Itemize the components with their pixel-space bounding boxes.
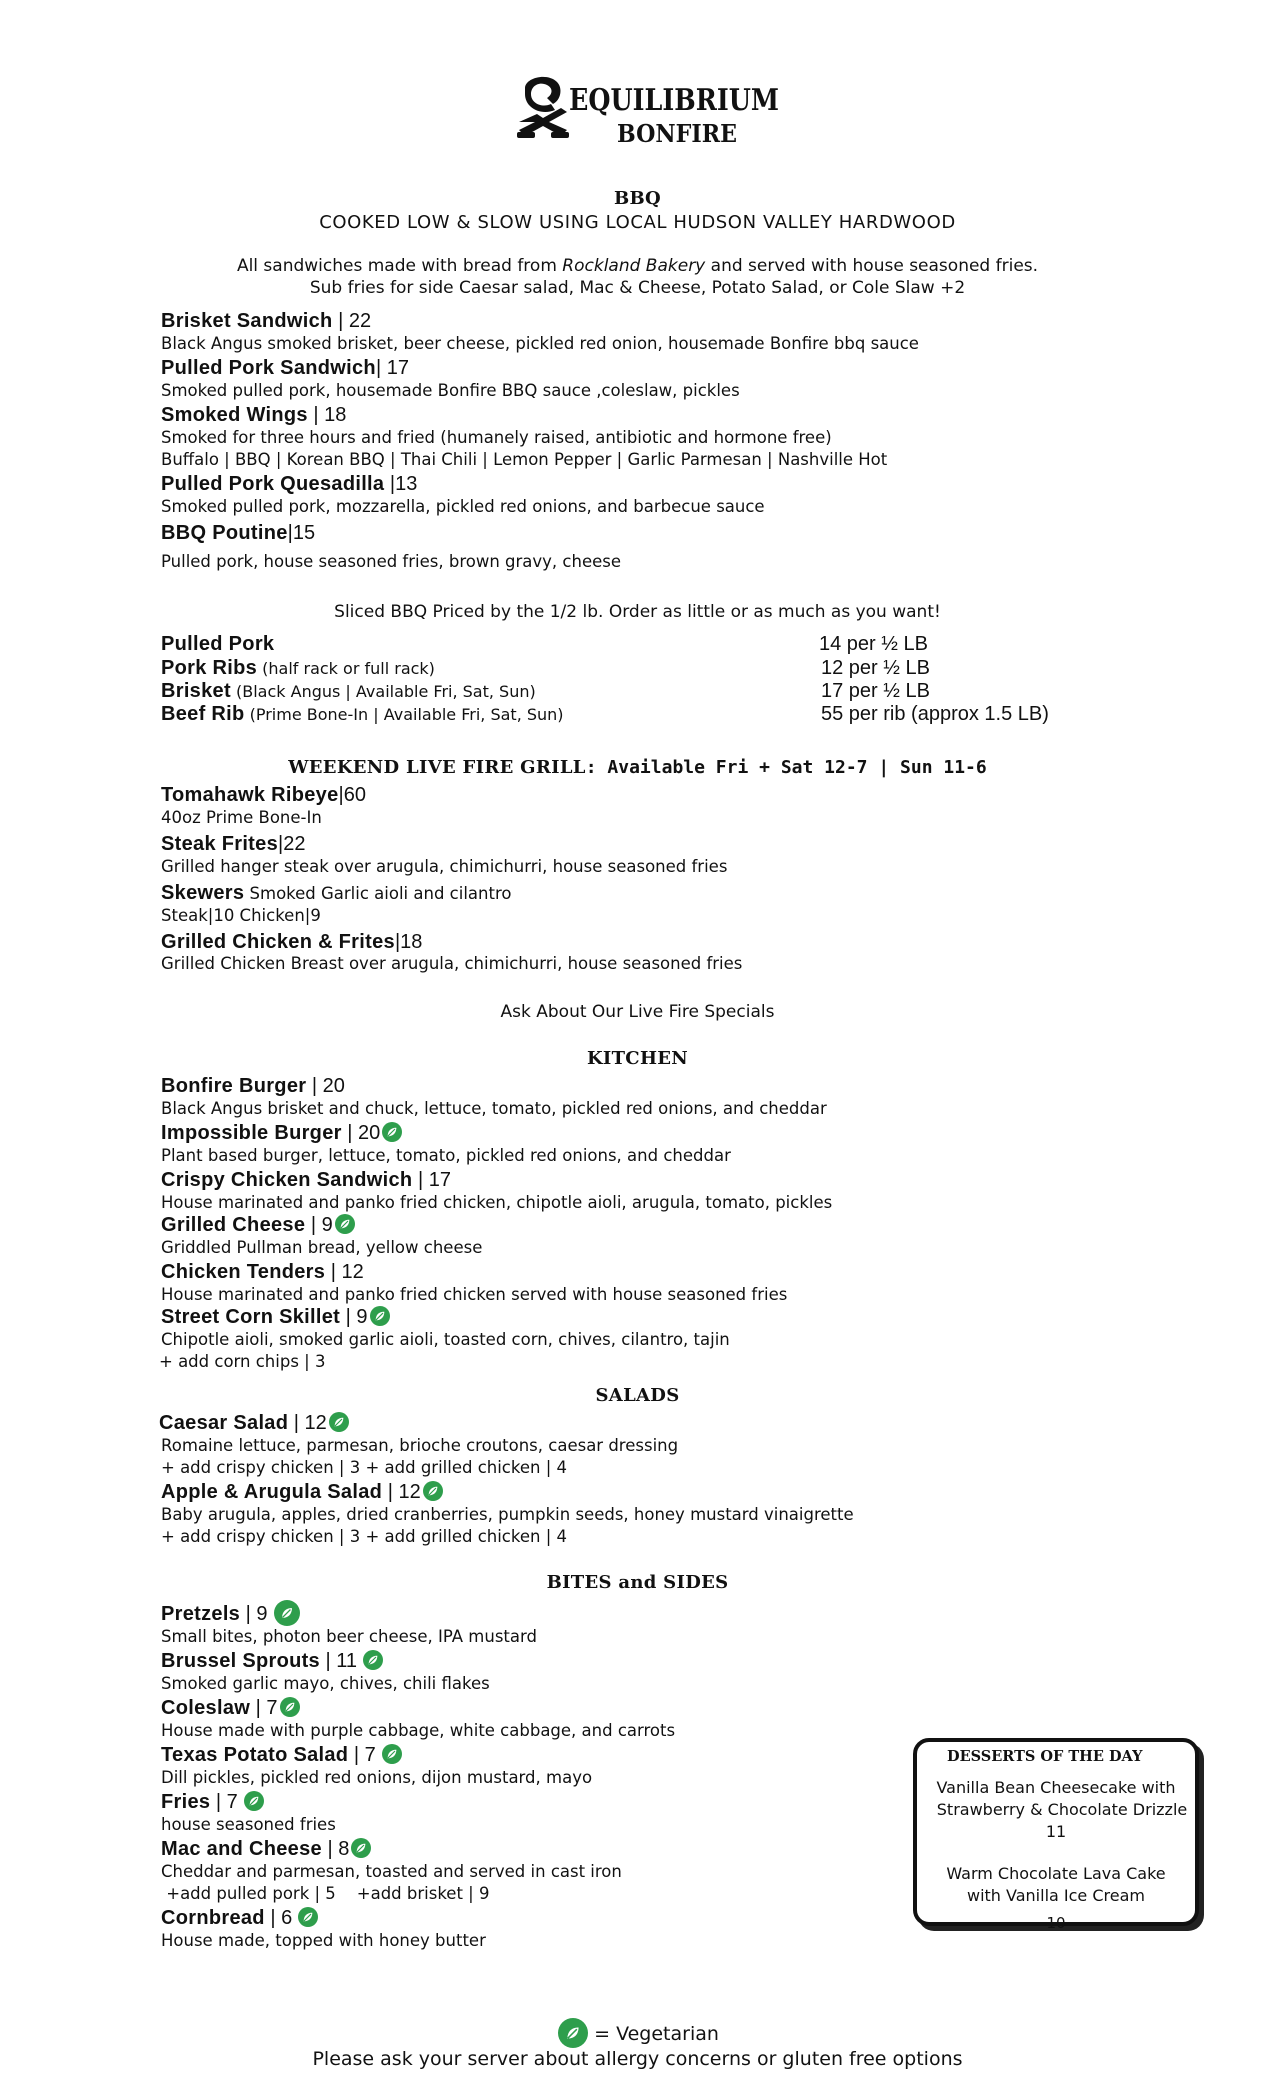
item-name: Street Corn Skillet: [161, 1306, 341, 1328]
item-name: Chicken Tenders: [161, 1261, 326, 1283]
sandwich-note-pre: All sandwiches made with bread from: [236, 256, 563, 276]
item-name: Bonfire Burger: [161, 1075, 307, 1097]
item-description: Black Angus brisket and chuck, lettuce, tomato, pickled red onions, and cheddar: [161, 1099, 827, 1118]
item-name: Pulled Pork Quesadilla: [161, 473, 385, 495]
sandwich-note-post: and served with house seasoned fries.: [705, 256, 1039, 276]
item-price: | 11: [319, 1650, 358, 1672]
kitchen-items: [161, 1075, 921, 1373]
logo-line2: BONFIRE: [617, 119, 737, 148]
item-price: | 8: [321, 1838, 350, 1860]
live-fire-specials: Ask About Our Live Fire Specials: [500, 1002, 775, 1022]
item-description: Griddled Pullman bread, yellow cheese: [161, 1238, 483, 1257]
item-price: | 20: [341, 1122, 381, 1144]
dessert-1-line-1: Vanilla Bean Cheesecake with: [936, 1778, 1176, 1797]
menu-item: [161, 1650, 921, 1695]
vegetarian-leaf-icon: [298, 1907, 318, 1927]
item-name: Impossible Burger: [161, 1122, 342, 1144]
sub-fries-note: Sub fries for side Caesar salad, Mac & Cheese, Potato Salad, or Cole Slaw +2: [309, 278, 966, 298]
sliced-bbq-note: Sliced BBQ Priced by the 1/2 lb. Order as little or as much as you want!: [334, 602, 941, 622]
item-description: Plant based burger, lettuce, tomato, pickled red onions, and cheddar: [161, 1146, 731, 1165]
menu-item: [161, 522, 921, 573]
item-description: Small bites, photon beer cheese, IPA mustard: [161, 1627, 537, 1646]
item-price: | 9: [340, 1306, 368, 1328]
vegetarian-leaf-icon: [370, 1306, 390, 1326]
sliced-price: 14 per ½ LB: [819, 633, 928, 655]
sliced-row: [161, 703, 1101, 727]
sliced-row: [161, 680, 1101, 704]
item-description: House marinated and panko fried chicken, chipotle aioli, arugula, tomato, pickles: [161, 1193, 833, 1212]
vegetarian-leaf-icon: [351, 1838, 371, 1858]
menu-item: [161, 1838, 921, 1905]
item-name: Steak Frites: [161, 833, 278, 855]
item-name: Tomahawk Ribeye: [161, 784, 339, 806]
item-description: Steak|10 Chicken|9: [161, 906, 321, 925]
vegetarian-leaf-icon: [423, 1481, 443, 1501]
sliced-detail: (Black Angus | Available Fri, Sat, Sun): [230, 682, 536, 701]
sliced-price: 55 per rib (approx 1.5 LB): [821, 703, 1049, 725]
sliced-name: Brisket: [161, 680, 231, 702]
item-name: Mac and Cheese: [161, 1838, 322, 1860]
item-name: Crispy Chicken Sandwich: [161, 1169, 413, 1191]
vegetarian-leaf-icon: [329, 1412, 349, 1432]
menu-item: [161, 1697, 921, 1742]
item-description: Smoked garlic mayo, chives, chili flakes: [161, 1674, 490, 1693]
vegetarian-leaf-icon: [382, 1744, 402, 1764]
vegetarian-leaf-icon: [274, 1600, 300, 1626]
veg-legend-text: = Vegetarian: [594, 2023, 719, 2045]
item-name: Smoked Wings: [161, 404, 308, 426]
dessert-1-price: 11: [1045, 1822, 1067, 1841]
sliced-row: [161, 657, 1101, 681]
menu-item: [161, 404, 921, 471]
item-name: BBQ Poutine: [161, 522, 288, 544]
dessert-2-line-2: with Vanilla Ice Cream: [967, 1886, 1145, 1905]
logo-line1: EQUILIBRIUM: [569, 83, 779, 118]
menu-item: [161, 1481, 919, 1548]
bites-section-title: BITES and SIDES: [546, 1572, 729, 1593]
item-description: Smoked for three hours and fried (humanely raised, antibiotic and hormone free): [161, 428, 832, 447]
kitchen-section-title: KITCHEN: [586, 1048, 689, 1069]
salad-items: [159, 1412, 919, 1548]
item-description: Smoked pulled pork, housemade Bonfire BBQ sauce ,coleslaw, pickles: [161, 381, 740, 400]
item-name: Brussel Sprouts: [161, 1650, 320, 1672]
desserts-box: [913, 1738, 1199, 1932]
item-name: Skewers: [161, 882, 245, 904]
item-description: Pulled pork, house seasoned fries, brown gravy, cheese: [161, 552, 622, 571]
item-description: 40oz Prime Bone-In: [161, 808, 322, 827]
sandwich-note: [0, 256, 1275, 276]
item-price: |18: [394, 931, 423, 953]
item-price: | 7: [250, 1697, 278, 1719]
menu-item: [161, 1214, 921, 1259]
item-price: |13: [384, 473, 418, 495]
item-price: | 6: [264, 1907, 293, 1929]
item-description: house seasoned fries: [161, 1815, 336, 1834]
item-inline-description: Smoked Garlic aioli and cilantro: [244, 884, 512, 903]
sliced-price: 17 per ½ LB: [821, 680, 930, 702]
menu-item: [161, 357, 921, 402]
sliced-detail: (half rack or full rack): [257, 659, 435, 678]
vegetarian-leaf-icon: [280, 1697, 300, 1717]
menu-item: [161, 833, 921, 878]
item-name: Fries: [161, 1791, 211, 1813]
item-price: |22: [278, 833, 306, 855]
sliced-detail: (Prime Bone-In | Available Fri, Sat, Sun): [244, 705, 564, 724]
menu-item: [159, 1412, 919, 1479]
item-description: Smoked pulled pork, mozzarella, pickled red onions, and barbecue sauce: [161, 497, 765, 516]
item-description: Grilled hanger steak over arugula, chimichurri, house seasoned fries: [161, 857, 728, 876]
item-description: House made with purple cabbage, white cabbage, and carrots: [161, 1721, 676, 1740]
equilibrium-bonfire-logo: [517, 74, 782, 160]
grill-header: [0, 757, 1275, 778]
dessert-1-line-2: Strawberry & Chocolate Drizzle: [936, 1800, 1188, 1819]
item-name: Texas Potato Salad: [161, 1744, 349, 1766]
sliced-name: Pulled Pork: [161, 633, 275, 655]
item-price: | 9: [240, 1603, 268, 1625]
vegetarian-leaf-icon: [558, 2018, 588, 2048]
sliced-row: [161, 633, 1101, 657]
menu-item: [161, 1075, 921, 1120]
menu-item: [161, 310, 921, 355]
menu-item: [161, 1169, 921, 1214]
item-addon: + add corn chips | 3: [159, 1352, 326, 1371]
vegetarian-leaf-icon: [382, 1122, 402, 1142]
dessert-2-price: 10: [1046, 1914, 1066, 1932]
item-price: | 7: [210, 1791, 238, 1813]
item-addon: +add pulled pork | 5 +add brisket | 9: [161, 1884, 490, 1903]
item-name: Cornbread: [161, 1907, 265, 1929]
item-name: Pretzels: [161, 1603, 241, 1625]
menu-item: [161, 1122, 921, 1167]
sliced-name: Beef Rib: [161, 703, 245, 725]
item-price: | 7: [348, 1744, 376, 1766]
bbq-subtitle: COOKED LOW & SLOW USING LOCAL HUDSON VALLEY HARDWOOD: [319, 212, 956, 233]
sliced-name: Pork Ribs: [161, 657, 258, 679]
dessert-2-line-1: Warm Chocolate Lava Cake: [946, 1864, 1166, 1883]
item-description: House marinated and panko fried chicken served with house seasoned fries: [161, 1285, 788, 1304]
item-addon: + add crispy chicken | 3 + add grilled chicken | 4: [161, 1458, 568, 1477]
item-description: Black Angus smoked brisket, beer cheese, pickled red onion, housemade Bonfire bbq sauce: [161, 334, 919, 353]
item-name: Pulled Pork Sandwich: [161, 357, 376, 379]
grill-hours: : Available Fri + Sat 12-7 | Sun 11-6: [585, 757, 987, 778]
item-price: | 12: [382, 1481, 421, 1503]
menu-item: [161, 882, 921, 927]
menu-item: [161, 1791, 921, 1836]
menu-item: [161, 1261, 921, 1306]
item-price: | 12: [288, 1412, 327, 1434]
item-price: | 20: [306, 1075, 345, 1097]
vegetarian-leaf-icon: [244, 1791, 264, 1811]
item-description: House made, topped with honey butter: [161, 1931, 486, 1950]
item-name: Coleslaw: [161, 1697, 251, 1719]
menu-item: [161, 931, 921, 973]
menu-item: [161, 1907, 921, 1952]
bbq-items: [161, 310, 921, 573]
item-price: | 12: [325, 1261, 364, 1283]
salads-section-title: SALADS: [595, 1385, 680, 1406]
menu-item: [161, 1306, 921, 1373]
bakery-name: Rockland Bakery: [562, 256, 706, 276]
item-description: Dill pickles, pickled red onions, dijon mustard, mayo: [161, 1768, 593, 1787]
veg-legend: [0, 2018, 1275, 2048]
item-description: Cheddar and parmesan, toasted and served in cast iron: [161, 1862, 622, 1881]
item-description: Grilled Chicken Breast over arugula, chimichurri, house seasoned fries: [161, 954, 743, 973]
item-price: | 18: [307, 404, 347, 426]
grill-items: [161, 784, 921, 973]
item-description: Baby arugula, apples, dried cranberries, pumpkin seeds, honey mustard vinaigrette: [161, 1505, 854, 1524]
vegetarian-leaf-icon: [363, 1650, 383, 1670]
vegetarian-leaf-icon: [335, 1214, 355, 1234]
grill-section-title: WEEKEND LIVE FIRE GRILL: [288, 757, 586, 778]
item-price: |15: [287, 522, 316, 544]
item-name: Brisket Sandwich: [161, 310, 333, 332]
item-name: Grilled Cheese: [161, 1214, 306, 1236]
item-price: | 17: [412, 1169, 451, 1191]
menu-item: [161, 1744, 921, 1789]
item-description: Chipotle aioli, smoked garlic aioli, toasted corn, chives, cilantro, tajin: [161, 1330, 730, 1349]
item-addon: + add crispy chicken | 3 + add grilled chicken | 4: [161, 1527, 568, 1546]
item-description: Romaine lettuce, parmesan, brioche croutons, caesar dressing: [161, 1436, 679, 1455]
sliced-price: 12 per ½ LB: [821, 657, 930, 679]
menu-item: [161, 473, 921, 518]
allergy-note: Please ask your server about allergy concerns or gluten free options: [312, 2048, 963, 2070]
item-name: Caesar Salad: [159, 1412, 289, 1434]
menu-item: [161, 784, 921, 829]
bites-items: [161, 1600, 921, 1952]
item-price: | 9: [305, 1214, 333, 1236]
bbq-section-title: BBQ: [613, 188, 661, 209]
desserts-title: DESSERTS OF THE DAY: [947, 1748, 1143, 1765]
menu-item: [161, 1600, 921, 1648]
wing-sauces: Buffalo | BBQ | Korean BBQ | Thai Chili | Lemon Pepper | Garlic Parmesan | Nashville Hot: [161, 450, 888, 469]
item-name: Grilled Chicken & Frites: [161, 931, 395, 953]
item-name: Apple & Arugula Salad: [161, 1481, 383, 1503]
item-price: | 17: [375, 357, 409, 379]
item-price: | 22: [332, 310, 372, 332]
item-price: |60: [338, 784, 366, 806]
